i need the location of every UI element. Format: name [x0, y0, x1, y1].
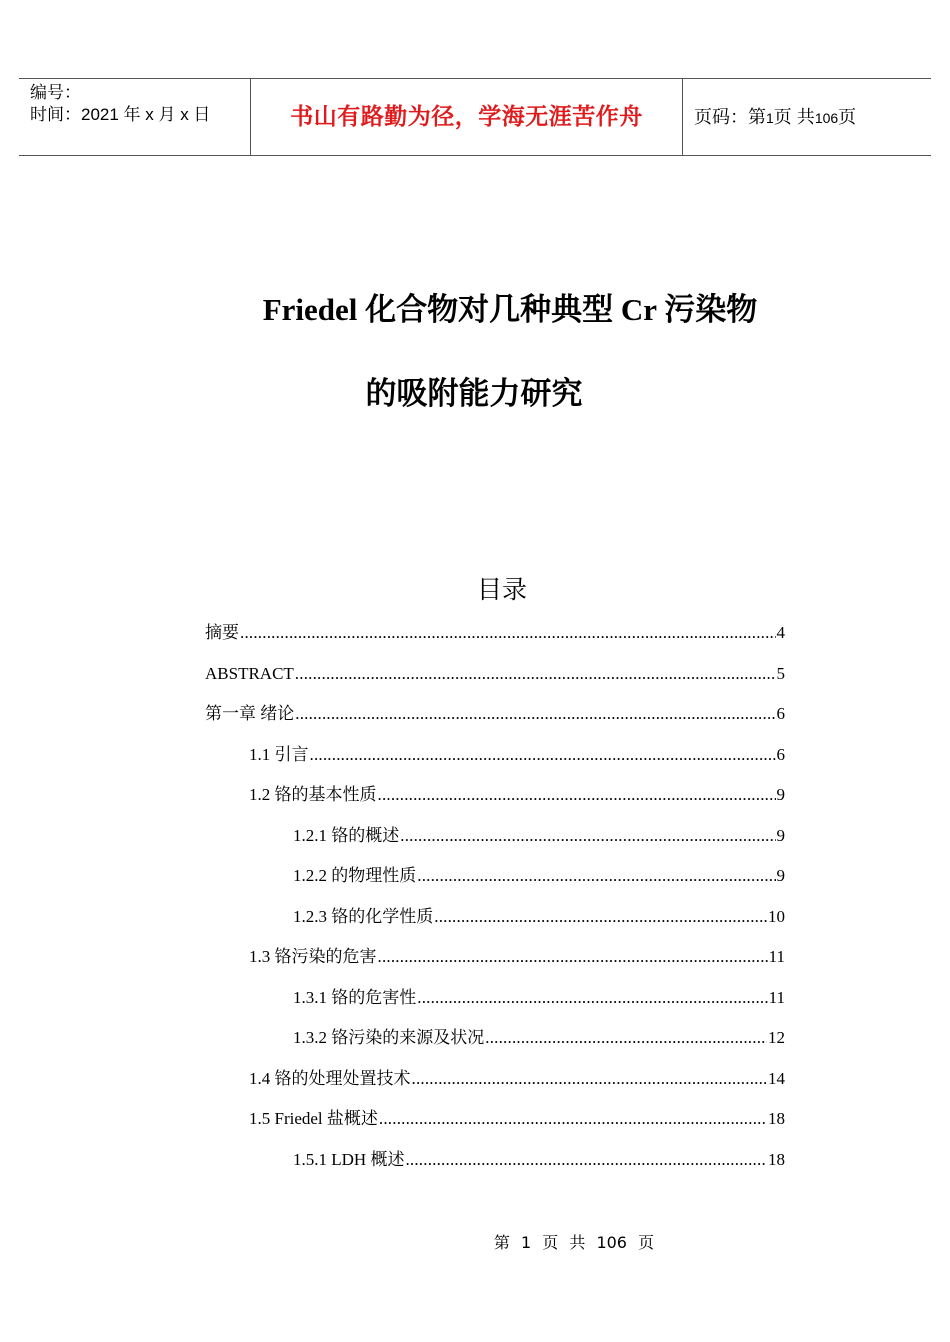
toc-entry-title: 1.2 铬的基本性质 — [249, 782, 378, 808]
toc-leader-dots — [240, 620, 776, 646]
toc-entry[interactable] — [205, 782, 785, 823]
header-page-number — [683, 79, 931, 155]
page-footer: 第 1 页 共 106 页 — [493, 1233, 655, 1252]
toc-entry-title: 1.3.2 铬污染的来源及状况 — [293, 1025, 485, 1051]
toc-leader-dots — [295, 701, 775, 727]
toc-leader-dots — [412, 1066, 768, 1092]
toc-leader-dots — [295, 661, 776, 687]
toc-entry-title: 第一章 绪论 — [205, 701, 295, 727]
toc-entry-title: 1.5.1 LDH 概述 — [293, 1147, 405, 1173]
toc-leader-dots — [417, 985, 767, 1011]
toc-entry-title: 1.2.1 铬的概述 — [293, 823, 400, 849]
toc-entry-title: 1.5 Friedel 盐概述 — [249, 1106, 379, 1132]
toc-leader-dots — [405, 1147, 767, 1173]
toc-heading: 目录 — [476, 575, 527, 604]
toc-leader-dots — [434, 904, 767, 930]
document-title-line2: 的吸附能力研究 — [365, 376, 583, 411]
toc-entry-page: 11 — [768, 987, 785, 1007]
toc-entry[interactable] — [205, 863, 785, 904]
toc-leader-dots — [417, 863, 775, 889]
toc-leader-dots — [379, 1106, 767, 1132]
page-current: 1 — [766, 110, 774, 126]
header-meta — [19, 79, 251, 155]
number-label: 编号： — [30, 83, 81, 102]
toc-entry-page: 10 — [768, 906, 785, 926]
toc-entry[interactable] — [205, 1147, 785, 1188]
toc-entry[interactable] — [205, 985, 785, 1026]
document-header — [19, 78, 931, 156]
document-title-line1: Friedel 化合物对几种典型 Cr 污染物 — [262, 292, 758, 327]
page-label-mid: 页 共 — [773, 107, 815, 127]
toc-entry-title: 1.4 铬的处理处置技术 — [249, 1066, 412, 1092]
page-label-suffix: 页 — [838, 107, 857, 127]
toc-leader-dots — [485, 1025, 767, 1051]
toc-entry-title: ABSTRACT — [205, 661, 295, 687]
toc-leader-dots — [378, 782, 776, 808]
toc-entry-page: 12 — [768, 1028, 785, 1047]
toc-entry[interactable] — [205, 1066, 785, 1107]
toc-entry-page: 9 — [776, 825, 785, 845]
toc-entry-page: 18 — [768, 1149, 785, 1169]
toc-entry[interactable] — [205, 742, 785, 783]
toc-entry-page: 9 — [776, 785, 785, 804]
toc-entry-title: 1.2.3 铬的化学性质 — [293, 904, 434, 930]
toc-entry-page: 18 — [768, 1109, 785, 1128]
toc-entry-title: 1.1 引言 — [249, 742, 310, 768]
toc-entry-title: 摘要 — [205, 620, 240, 646]
toc-entry-title: 1.3.1 铬的危害性 — [293, 985, 417, 1011]
toc-entry[interactable] — [205, 823, 785, 864]
toc-entry-page: 14 — [768, 1068, 785, 1088]
toc-entry-title: 1.2.2 的物理性质 — [293, 863, 417, 889]
toc-entry-page: 6 — [776, 704, 785, 723]
toc-entry[interactable] — [205, 1025, 785, 1066]
toc-entry-page: 11 — [768, 947, 785, 966]
toc-entry-page: 6 — [776, 744, 785, 764]
toc-entry-page: 5 — [776, 663, 785, 683]
toc-entry[interactable] — [205, 620, 785, 661]
page-total: 106 — [814, 110, 839, 126]
toc-leader-dots — [310, 742, 776, 768]
toc-entry[interactable] — [205, 661, 785, 702]
toc-entry[interactable] — [205, 1106, 785, 1147]
table-of-contents — [205, 620, 785, 1187]
toc-entry[interactable] — [205, 701, 785, 742]
toc-entry-page: 4 — [776, 623, 785, 642]
toc-entry[interactable] — [205, 904, 785, 945]
toc-entry-page: 9 — [776, 866, 785, 885]
toc-entry[interactable] — [205, 944, 785, 985]
toc-leader-dots — [378, 944, 768, 970]
toc-entry-title: 1.3 铬污染的危害 — [249, 944, 378, 970]
header-motto: 书山有路勤为径，学海无涯苦作舟 — [251, 79, 683, 155]
toc-leader-dots — [400, 823, 775, 849]
time-label: 时间：2021 年 x 月 x 日 — [30, 105, 211, 124]
page-label-prefix: 页码：第 — [694, 107, 766, 127]
